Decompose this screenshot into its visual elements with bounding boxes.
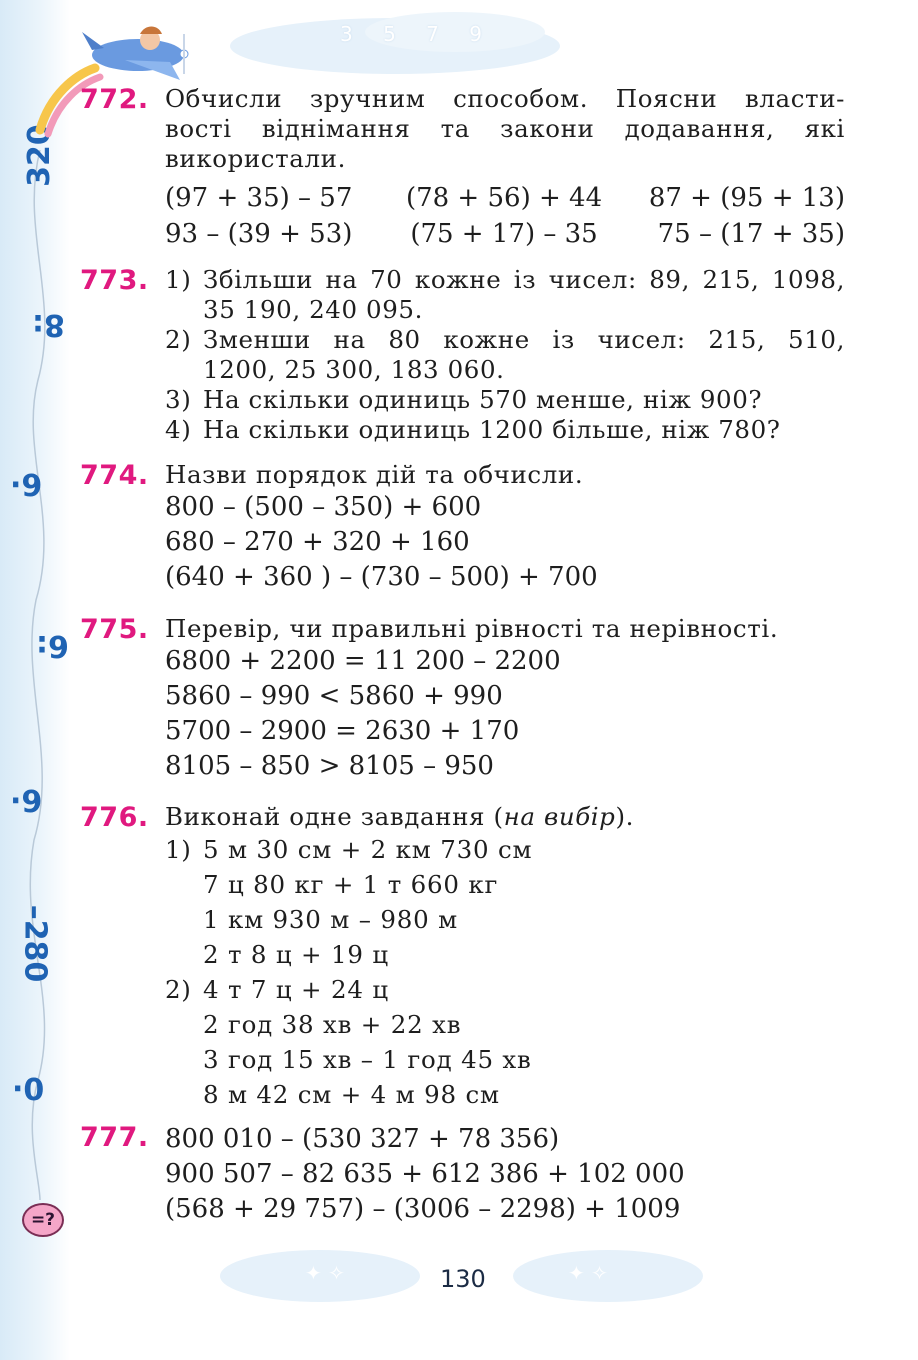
page-number: 130: [440, 1265, 486, 1293]
side-number-9-lower: 6·: [10, 782, 43, 817]
unit-expression: 5 м 30 см + 2 км 730 см: [203, 835, 533, 864]
exercise-number-772: 772.: [80, 84, 149, 115]
side-number-8: 8:: [32, 307, 65, 342]
footer-cloud-left: [215, 1240, 425, 1310]
sub-task-3: [165, 385, 845, 415]
cloud-digits: 3 5 7 9: [340, 22, 494, 46]
instruction-text-end: ).: [615, 802, 635, 831]
sub-task-1: [165, 265, 845, 325]
sub-task-line: 1200, 25 300, 183 060.: [203, 355, 505, 384]
expression: (78 + 56) + 44: [405, 183, 603, 213]
option-label: 2): [165, 975, 192, 1004]
exercise-774-text: Назви порядок дій та обчисли.: [165, 460, 584, 489]
exercise-776-text: [165, 802, 845, 832]
expression: (640 + 360 ) – (730 – 500) + 700: [165, 562, 598, 592]
unit-expression: 4 т 7 ц + 24 ц: [203, 975, 389, 1004]
side-number-9: 6·: [10, 466, 43, 501]
expression: 8105 – 850 > 8105 – 950: [165, 751, 494, 781]
exercise-775-text: Перевір, чи правильні рівності та нерівності.: [165, 614, 779, 643]
sub-task-line: На скільки одиниць 570 менше, ніж 900?: [203, 385, 763, 414]
expression: 800 010 – (530 327 + 78 356): [165, 1124, 560, 1154]
equals-question-badge: =?: [22, 1203, 64, 1237]
exercise-772-text-line: Обчисли зручним способом. Поясни власти-: [165, 84, 845, 113]
strip-wavy-line: [0, 0, 90, 1360]
sub-task-2: [165, 325, 845, 385]
sub-task-line: 35 190, 240 095.: [203, 295, 424, 324]
svg-text:✦ ✧: ✦ ✧: [568, 1261, 608, 1285]
unit-expression: 3 год 15 хв – 1 год 45 хв: [203, 1045, 532, 1074]
exercise-number-776: 776.: [80, 802, 149, 833]
exercise-number-777: 777.: [80, 1122, 149, 1153]
expression: (75 + 17) – 35: [410, 219, 598, 249]
instruction-italic: на вибір: [503, 802, 616, 831]
expression: 5860 – 990 < 5860 + 990: [165, 681, 503, 711]
option-label: 1): [165, 835, 192, 864]
option-1: [165, 832, 845, 867]
option-2: [165, 972, 845, 1007]
sub-task-label: 3): [165, 385, 192, 414]
expression: 75 – (17 + 35): [657, 219, 845, 249]
exercise-number-775: 775.: [80, 614, 149, 645]
expression: 6800 + 2200 = 11 200 – 2200: [165, 646, 561, 676]
expression: (97 + 35) – 57: [165, 183, 353, 213]
expression: (568 + 29 757) – (3006 – 2298) + 1009: [165, 1194, 681, 1224]
expression: 680 – 270 + 320 + 160: [165, 527, 470, 557]
sub-task-label: 2): [165, 325, 192, 354]
sub-task-label: 1): [165, 265, 192, 294]
svg-text:✦ ✧: ✦ ✧: [305, 1261, 345, 1285]
side-number-320: 320: [21, 124, 57, 187]
instruction-text: Виконай одне завдання (: [165, 802, 504, 831]
unit-expression: 8 м 42 см + 4 м 98 см: [203, 1080, 500, 1109]
sub-task-4: [165, 415, 845, 445]
exercise-number-773: 773.: [80, 265, 149, 296]
expression: 93 – (39 + 53): [165, 219, 353, 249]
sub-task-line: Збільши на 70 кожне із чисел: 89, 215, 1098,: [203, 265, 845, 294]
side-number-6: 6:: [36, 628, 69, 663]
side-number-minus-280: –280: [17, 904, 53, 983]
sub-task-line: Зменши на 80 кожне із чисел: 215, 510,: [203, 325, 845, 354]
expression: 5700 – 2900 = 2630 + 170: [165, 716, 520, 746]
expression-row: [165, 216, 845, 252]
expression-row: [165, 180, 845, 216]
expression: 900 507 – 82 635 + 612 386 + 102 000: [165, 1159, 685, 1189]
unit-expression: 2 год 38 хв + 22 хв: [203, 1010, 462, 1039]
sub-task-label: 4): [165, 415, 192, 444]
footer-cloud-right: [508, 1240, 708, 1310]
expression: 800 – (500 – 350) + 600: [165, 492, 482, 522]
sub-task-line: На скільки одиниць 1200 більше, ніж 780?: [203, 415, 781, 444]
exercise-772-text-line: використали.: [165, 144, 346, 173]
unit-expression: 2 т 8 ц + 19 ц: [203, 940, 389, 969]
exercise-772-text-line: вості віднімання та закони додавання, які: [165, 114, 845, 143]
exercise-number-774: 774.: [80, 460, 149, 491]
side-number-0: 0·: [12, 1070, 45, 1105]
expression: 87 + (95 + 13): [648, 183, 845, 213]
unit-expression: 7 ц 80 кг + 1 т 660 кг: [203, 870, 499, 899]
unit-expression: 1 км 930 м – 980 м: [203, 905, 458, 934]
